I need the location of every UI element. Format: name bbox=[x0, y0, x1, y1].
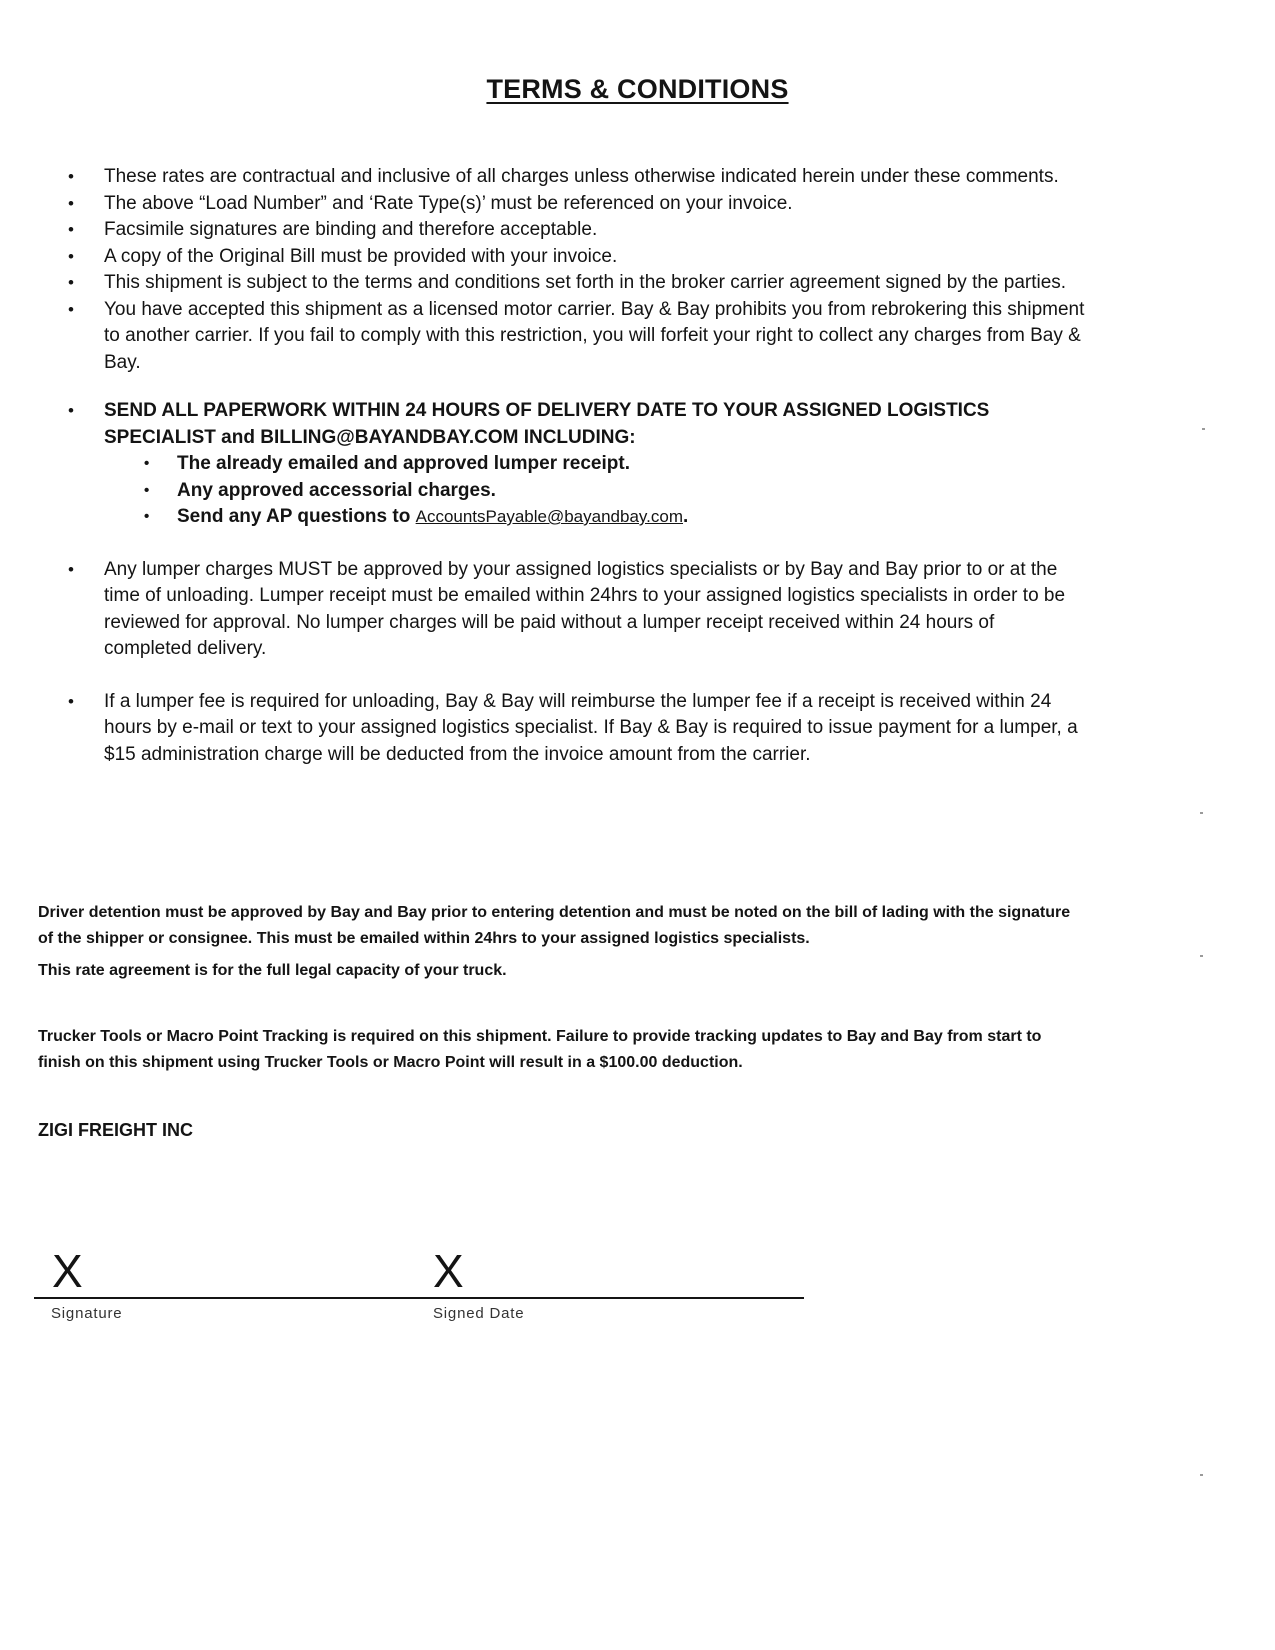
bullet-icon: • bbox=[68, 220, 74, 239]
tracking-note: Trucker Tools or Macro Point Tracking is required on this shipment. Failure to provide tracking updates to Bay and Bay from start to finish on this shipment using Trucker Tools or Macro Point will result in a $100.00 deduction. bbox=[38, 1028, 1042, 1071]
signature-x-mark[interactable]: X bbox=[52, 1245, 83, 1297]
list-item: • If a lumper fee is required for unloading, Bay & Bay will reimburse the lumper fee if a receipt is received within 24 hours by e-mail or text to your assigned logistics specialist. If Bay & Bay is required to issue payment for a lumper, a $15 administration charge will be deducted from the invoice amount from the carrier. bbox=[68, 690, 1078, 765]
date-x-mark[interactable]: X bbox=[433, 1245, 464, 1297]
bullet-icon: • bbox=[68, 273, 74, 292]
list-item: • You have accepted this shipment as a licensed motor carrier. Bay & Bay prohibits you from rebrokering this shipment to another carrier. If you fail to comply with this restriction, you will forfeit your right to collect any charges from Bay & Bay. bbox=[68, 298, 1085, 373]
bullet-icon: • bbox=[68, 167, 74, 186]
company-name: ZIGI FREIGHT INC bbox=[38, 1120, 193, 1140]
scan-speck bbox=[1200, 1474, 1203, 1476]
list-item: • These rates are contractual and inclusive of all charges unless otherwise indicated herein under these comments. bbox=[0, 164, 1275, 191]
bullet-icon: • bbox=[144, 455, 150, 472]
list-item: • Send any AP questions to AccountsPayable@bayandbay.com. bbox=[104, 504, 1085, 531]
bullet-icon: • bbox=[68, 299, 74, 319]
bullet-icon: • bbox=[144, 481, 150, 499]
bullet-icon: • bbox=[68, 691, 74, 711]
signature-line bbox=[34, 1297, 804, 1299]
list-item: • Any approved accessorial charges. bbox=[104, 478, 1085, 505]
scan-speck bbox=[1200, 812, 1203, 814]
scan-speck bbox=[1200, 955, 1203, 957]
list-item: • The already emailed and approved lumper receipt. bbox=[104, 451, 1085, 478]
capacity-note: This rate agreement is for the full legal capacity of your truck. bbox=[38, 962, 507, 979]
accounts-payable-email-link[interactable]: AccountsPayable@bayandbay.com bbox=[415, 507, 683, 526]
list-item: • The above “Load Number” and ‘Rate Type(s)’ must be referenced on your invoice. bbox=[0, 191, 1275, 218]
detention-note: Driver detention must be approved by Bay and Bay prior to entering detention and must be noted on the bill of lading with the signature of the shipper or consignee. This must be emailed within 24hrs to your assigned logistics specialists. bbox=[38, 904, 1071, 947]
signature-label: Signature bbox=[51, 1305, 123, 1322]
list-item: • Any lumper charges MUST be approved by your assigned logistics specialists or by Bay and Bay prior to or at the time of unloading. Lumper receipt must be emailed within 24hrs to your assigned logistics specialists in order to be reviewed for approval. No lumper charges will be paid without a lumper receipt received within 24 hours of completed delivery. bbox=[68, 558, 1066, 659]
list-item: • A copy of the Original Bill must be provided with your invoice. bbox=[0, 244, 1275, 271]
page-title: TERMS & CONDITIONS bbox=[486, 74, 789, 104]
list-item: • This shipment is subject to the terms and conditions set forth in the broker carrier agreement signed by the parties. bbox=[0, 270, 1275, 297]
paperwork-heading: SEND ALL PAPERWORK WITHIN 24 HOURS OF DELIVERY DATE TO YOUR ASSIGNED LOGISTICS SPECIALIST and BILLING@BAYANDBAY.COM INCLUDING: bbox=[104, 400, 990, 448]
signed-date-label: Signed Date bbox=[433, 1305, 525, 1322]
paperwork-sublist bbox=[104, 451, 1085, 531]
terms-list bbox=[0, 164, 1275, 768]
bullet-icon: • bbox=[68, 559, 74, 579]
scan-speck bbox=[1202, 428, 1205, 430]
bullet-icon: • bbox=[68, 401, 74, 420]
list-item: • Facsimile signatures are binding and therefore acceptable. bbox=[0, 217, 1275, 244]
bullet-icon: • bbox=[68, 193, 74, 213]
bullet-icon: • bbox=[68, 246, 74, 266]
bullet-icon: • bbox=[144, 508, 150, 525]
paperwork-item bbox=[0, 398, 1275, 531]
